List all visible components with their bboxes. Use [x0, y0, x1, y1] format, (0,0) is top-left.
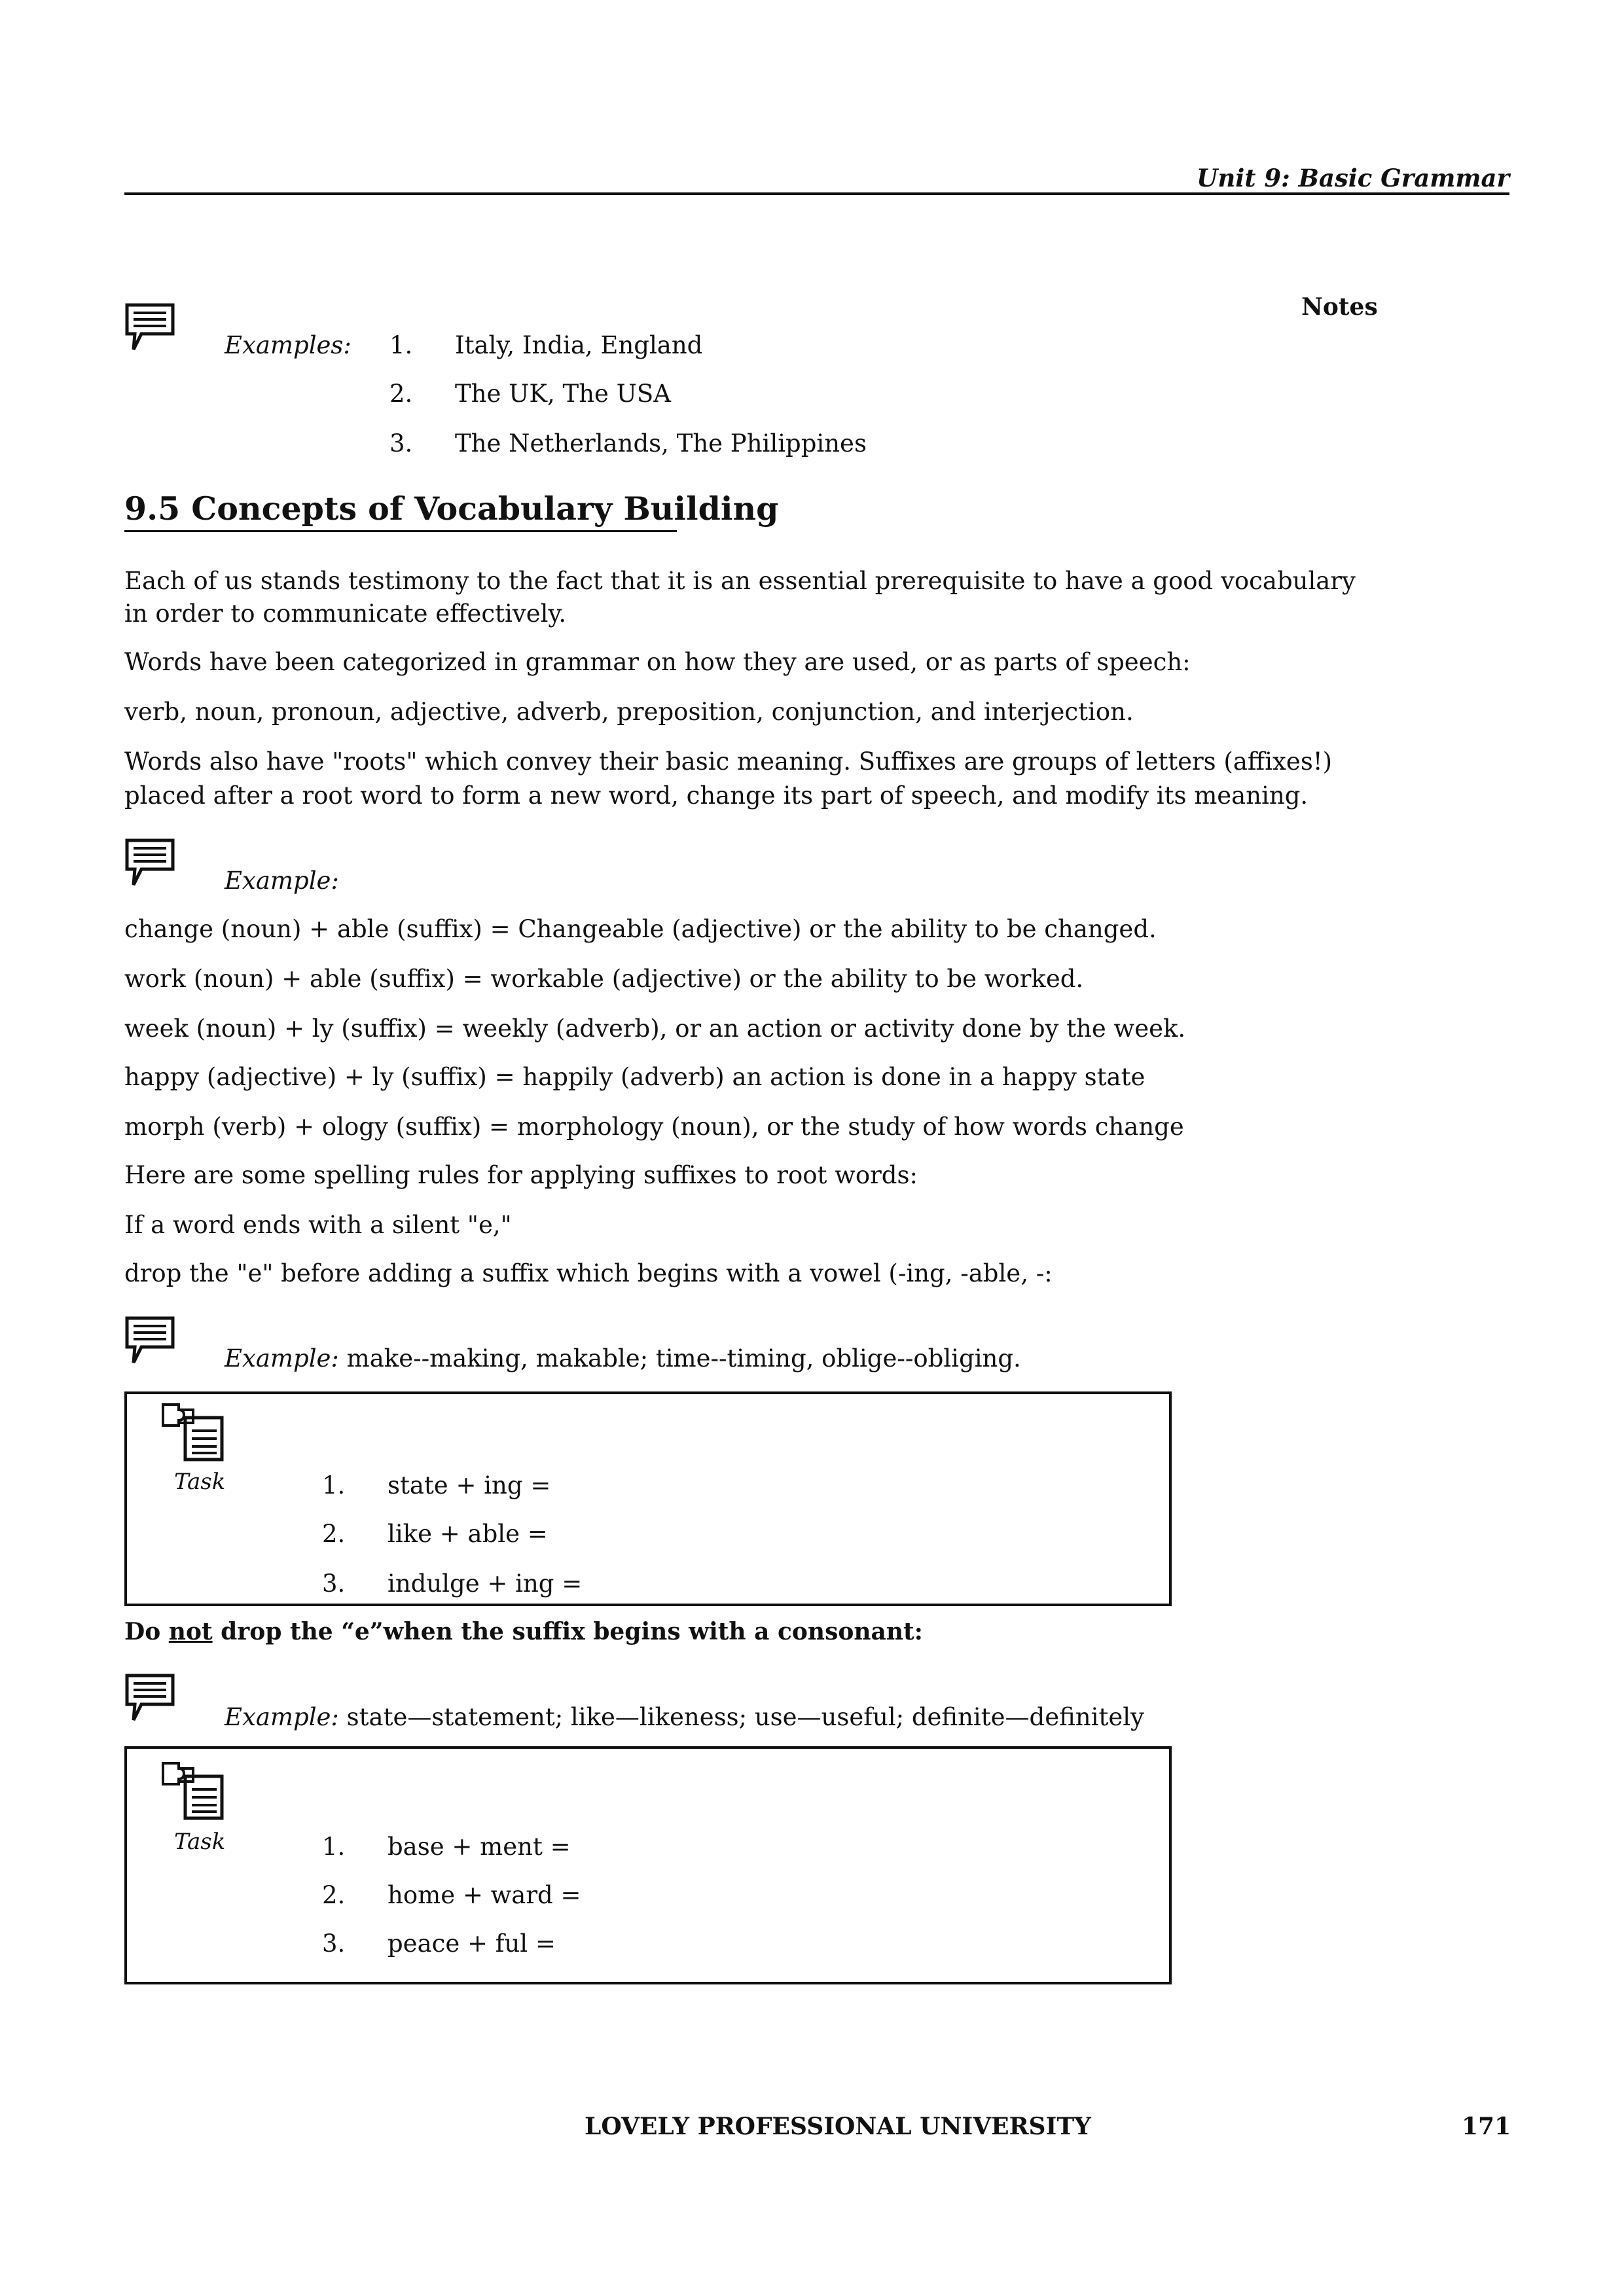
- paragraph: If a word ends with a silent "e,": [124, 1211, 512, 1239]
- list-number: 1.: [322, 1471, 346, 1499]
- rule-text: Do: [124, 1618, 169, 1645]
- list-number: 3.: [389, 429, 413, 457]
- example-line: happy (adjective) + ly (suffix) = happily (adverb) an action is done in a happy state: [124, 1063, 1146, 1091]
- puzzle-task-icon: [159, 1401, 227, 1463]
- example-line: change (noun) + able (suffix) = Changeable (adjective) or the ability to be changed.: [124, 915, 1157, 943]
- speech-bubble-icon: [124, 1673, 177, 1725]
- example-label: Example:: [225, 867, 339, 895]
- example-text: make--making, makable; time--timing, oblige--obliging.: [338, 1344, 1021, 1372]
- page-number: 171: [1462, 2113, 1511, 2140]
- task-label: Task: [174, 1469, 226, 1495]
- rule-text: drop the “e”when the suffix begins with a consonant:: [212, 1618, 923, 1645]
- speech-bubble-icon: [124, 302, 177, 355]
- paragraph-line: Words also have "roots" which convey their basic meaning. Suffixes are groups of letters (affixes!): [124, 747, 1333, 776]
- task-box: [124, 1391, 1172, 1606]
- example-line: week (noun) + ly (suffix) = weekly (adverb), or an action or activity done by the week.: [124, 1014, 1186, 1043]
- list-item: The Netherlands, The Philippines: [455, 429, 867, 457]
- example-label: Example:: [225, 1703, 339, 1731]
- list-number: 1.: [322, 1833, 346, 1861]
- rule-emphasis: not: [168, 1618, 213, 1645]
- section-heading: 9.5 Concepts of Vocabulary Building: [124, 490, 779, 528]
- list-item: The UK, The USA: [455, 380, 671, 408]
- list-item: Italy, India, England: [455, 331, 703, 359]
- task-item: like + able =: [388, 1520, 548, 1548]
- speech-bubble-icon: [124, 1316, 177, 1368]
- header-divider: [124, 192, 1509, 195]
- paragraph: verb, noun, pronoun, adjective, adverb, preposition, conjunction, and interjection.: [124, 698, 1134, 726]
- example-text: state—statement; like—likeness; use—useful; definite—definitely: [338, 1703, 1144, 1731]
- list-number: 3.: [322, 1929, 346, 1958]
- list-number: 2.: [322, 1881, 346, 1909]
- task-item: base + ment =: [388, 1833, 571, 1861]
- puzzle-task-icon: [159, 1759, 227, 1822]
- example-line: work (noun) + able (suffix) = workable (adjective) or the ability to be worked.: [124, 965, 1084, 993]
- paragraph: drop the "e" before adding a suffix which begins with a vowel (-ing, -able, -:: [124, 1259, 1053, 1287]
- running-header: Unit 9: Basic Grammar: [1197, 164, 1509, 192]
- task-item: peace + ful =: [388, 1929, 556, 1958]
- list-number: 2.: [389, 380, 413, 408]
- task-item: state + ing =: [388, 1471, 551, 1499]
- paragraph-line: in order to communicate effectively.: [124, 600, 567, 628]
- task-item: home + ward =: [388, 1881, 581, 1909]
- task-label: Task: [174, 1829, 226, 1855]
- task-box: [124, 1746, 1172, 1984]
- list-number: 3.: [322, 1570, 346, 1598]
- example-line: morph (verb) + ology (suffix) = morphology (noun), or the study of how words change: [124, 1113, 1184, 1141]
- paragraph: Words have been categorized in grammar on how they are used, or as parts of speech:: [124, 648, 1191, 676]
- heading-underline: [124, 530, 677, 532]
- example-sentence: [225, 1703, 1144, 1731]
- rule-heading: [124, 1618, 923, 1645]
- paragraph: Here are some spelling rules for applying suffixes to root words:: [124, 1161, 918, 1189]
- examples-label: Examples:: [225, 331, 352, 359]
- list-number: 1.: [389, 331, 413, 359]
- example-sentence: [225, 1344, 1021, 1372]
- task-item: indulge + ing =: [388, 1570, 583, 1598]
- speech-bubble-icon: [124, 838, 177, 890]
- paragraph-line: Each of us stands testimony to the fact that it is an essential prerequisite to have a good vocabulary: [124, 567, 1356, 595]
- paragraph-line: placed after a root word to form a new word, change its part of speech, and modify its meaning.: [124, 781, 1308, 810]
- example-label: Example:: [225, 1344, 339, 1372]
- footer-university: LOVELY PROFESSIONAL UNIVERSITY: [585, 2113, 1091, 2140]
- list-number: 2.: [322, 1520, 346, 1548]
- notes-margin-label: Notes: [1301, 293, 1378, 321]
